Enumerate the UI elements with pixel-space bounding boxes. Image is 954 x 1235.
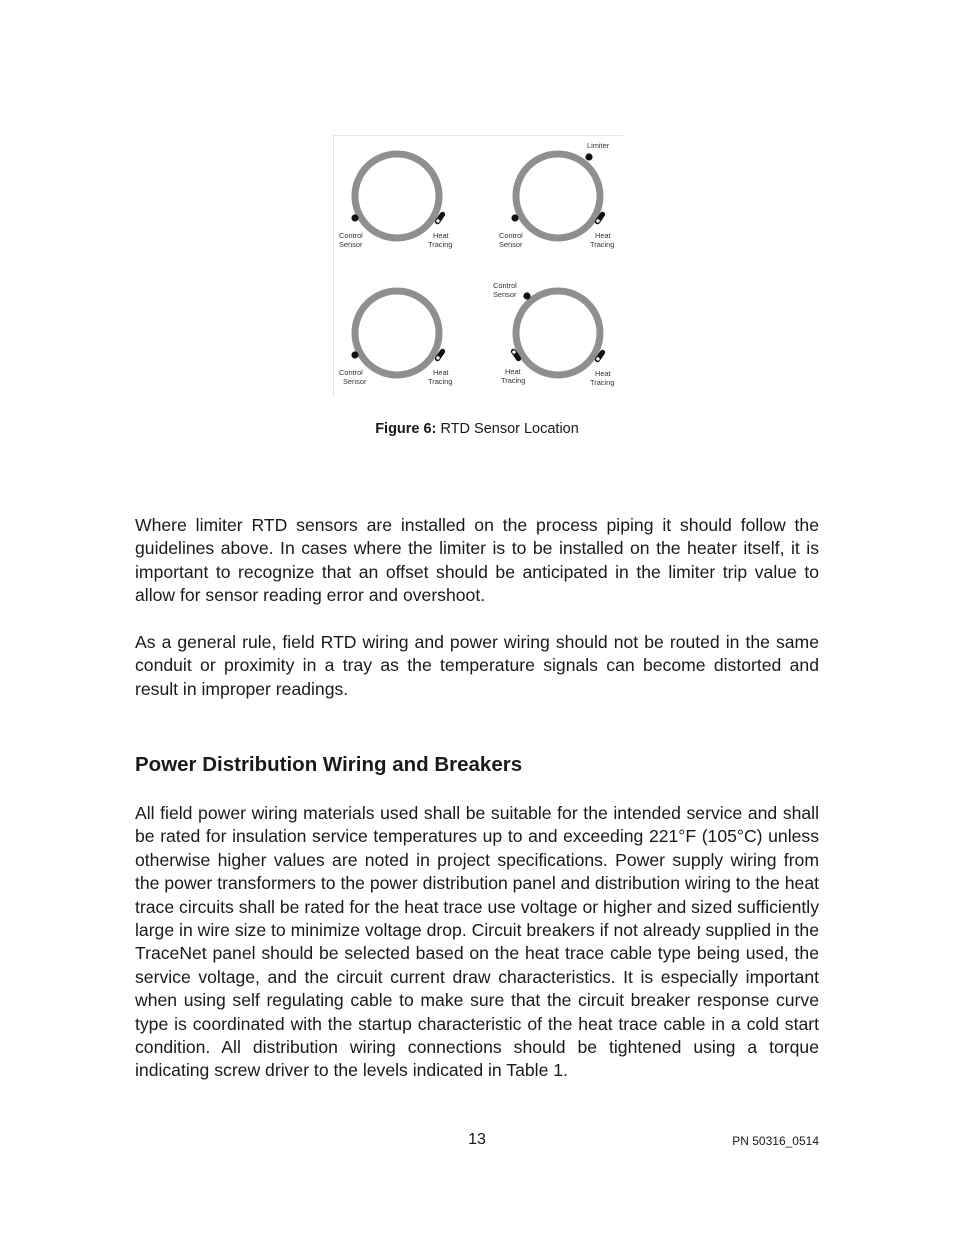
limiter-sensor-dot — [585, 153, 592, 160]
control-label-line2: Sensor — [499, 240, 523, 249]
heat-label-line1: Heat — [595, 231, 611, 240]
pipe-ring — [516, 291, 600, 375]
paragraph-rtd-wiring: As a general rule, field RTD wiring and power wiring should not be routed in the same conduit or proximity in a tray as the temperature signals can become distorted and result in improper readings. — [135, 632, 819, 699]
control-sensor-dot — [523, 292, 530, 299]
paragraph-limiter-rtd: Where limiter RTD sensors are installed on the process piping it should follow the guidelines above. In cases where the limiter is to be installed on the heater itself, it is important to recognize that an offset should be anticipated in the limiter trip value to allow for sensor reading error and overshoot. — [135, 515, 819, 606]
rtd-sensor-diagram — [334, 136, 624, 398]
rtd-sensor-figure — [333, 135, 623, 397]
heat-label-line1-right: Heat — [595, 369, 611, 378]
document-id: PN 50316_0514 — [732, 1134, 819, 1148]
heat-label-line1-left: Heat — [505, 367, 521, 376]
control-label-line2: Sensor — [343, 377, 367, 386]
control-label-line1: Control — [499, 231, 523, 240]
heat-label-line2: Tracing — [428, 240, 453, 249]
figure-caption-text: RTD Sensor Location — [440, 421, 579, 437]
control-sensor-dot — [351, 214, 358, 221]
pipe-ring — [355, 291, 439, 375]
diagram-top-right — [499, 141, 614, 249]
control-label-line1: Control — [339, 231, 363, 240]
section-heading: Power Distribution Wiring and Breakers — [135, 753, 523, 776]
heat-label-line2: Tracing — [428, 377, 453, 386]
paragraph-power-wiring: All field power wiring materials used shall be suitable for the intended service and shall be rated for insulation service temperatures up to and exceeding 221°F (105°C) unless otherwise higher values are noted in project specifications. Power supply wiring from the power transformers to the power distribution panel and distribution wiring to the heat trace circuits shall be rated for the heat trace use voltage or higher and sized sufficiently large in wire size to minimize voltage drop. Circuit breakers if not already supplied in the TraceNet panel should be selected based on the heat trace cable type being used, the service voltage, and the circuit current draw characteristics. It is especially important when using self regulating cable to make sure that the circuit breaker response curve type is coordinated with the startup characteristic of the heat trace cable in a cold start condition. All distribution wiring connections should be tightened using a torque indicating screw driver to the levels indicated in Table 1. — [135, 803, 819, 1081]
heat-label-line2-right: Tracing — [590, 378, 615, 387]
diagram-bottom-right — [493, 281, 614, 387]
pipe-ring — [355, 154, 439, 238]
control-label-line2: Sensor — [339, 240, 363, 249]
control-label-line2: Sensor — [493, 290, 517, 299]
heat-label-line1: Heat — [433, 231, 449, 240]
diagram-bottom-left — [339, 291, 452, 386]
figure-caption — [0, 420, 954, 438]
heat-label-line2: Tracing — [590, 240, 615, 249]
figure-caption-label: Figure 6: — [375, 421, 437, 437]
control-sensor-dot — [351, 351, 358, 358]
heat-label-line2-left: Tracing — [501, 376, 526, 385]
control-sensor-dot — [511, 214, 518, 221]
control-label-line1: Control — [339, 368, 363, 377]
pipe-ring — [516, 154, 600, 238]
heat-label-line1: Heat — [433, 368, 449, 377]
limiter-label: Limiter — [587, 141, 610, 150]
diagram-top-left — [339, 154, 452, 249]
page-number: 13 — [468, 1131, 486, 1148]
control-label-line1: Control — [493, 281, 517, 290]
